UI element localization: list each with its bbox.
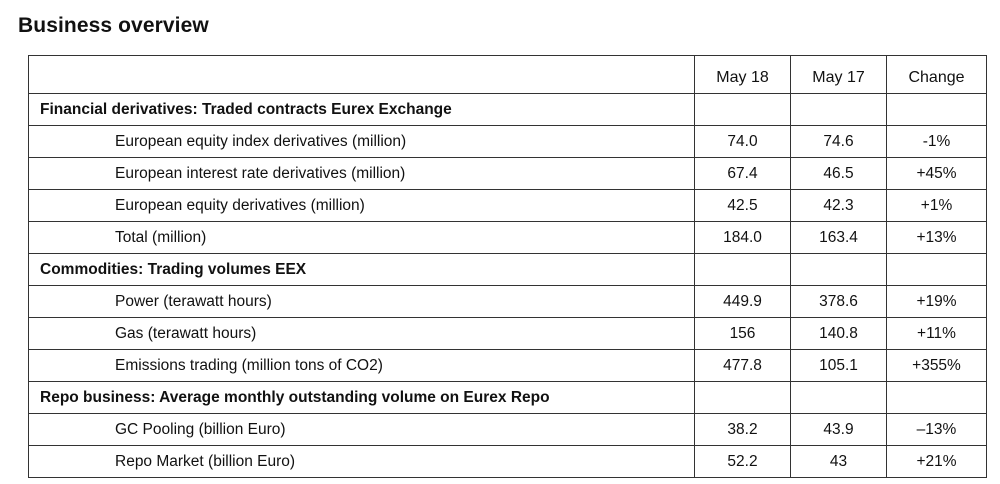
empty-cell — [887, 94, 987, 126]
table-row — [29, 318, 987, 350]
column-header-change: Change — [887, 56, 987, 94]
may-17-value: 74.6 — [791, 126, 887, 158]
section-heading: Commodities: Trading volumes EEX — [29, 254, 695, 286]
may-18-value: 449.9 — [695, 286, 791, 318]
may-18-value: 184.0 — [695, 222, 791, 254]
empty-cell — [887, 254, 987, 286]
row-label: Emissions trading (million tons of CO2) — [29, 350, 695, 382]
change-value: -1% — [887, 126, 987, 158]
empty-cell — [695, 254, 791, 286]
empty-cell — [791, 382, 887, 414]
may-18-value: 67.4 — [695, 158, 791, 190]
row-label: Gas (terawatt hours) — [29, 318, 695, 350]
may-18-value: 156 — [695, 318, 791, 350]
may-17-value: 105.1 — [791, 350, 887, 382]
may-17-value: 43.9 — [791, 414, 887, 446]
change-value: +355% — [887, 350, 987, 382]
empty-cell — [791, 254, 887, 286]
row-label: Total (million) — [29, 222, 695, 254]
table-row — [29, 158, 987, 190]
empty-cell — [887, 382, 987, 414]
row-label: European interest rate derivatives (million) — [29, 158, 695, 190]
may-18-value: 38.2 — [695, 414, 791, 446]
change-value: +1% — [887, 190, 987, 222]
column-header-may-18: May 18 — [695, 56, 791, 94]
section-header-row — [29, 94, 987, 126]
table-row — [29, 222, 987, 254]
may-18-value: 74.0 — [695, 126, 791, 158]
header-blank-cell — [29, 56, 695, 94]
change-value: +11% — [887, 318, 987, 350]
column-header-may-17: May 17 — [791, 56, 887, 94]
may-18-value: 52.2 — [695, 446, 791, 478]
change-value: +45% — [887, 158, 987, 190]
section-heading: Repo business: Average monthly outstanding volume on Eurex Repo — [29, 382, 695, 414]
row-label: Power (terawatt hours) — [29, 286, 695, 318]
may-17-value: 46.5 — [791, 158, 887, 190]
row-label: GC Pooling (billion Euro) — [29, 414, 695, 446]
table-row — [29, 414, 987, 446]
row-label: European equity index derivatives (million) — [29, 126, 695, 158]
section-header-row — [29, 254, 987, 286]
section-header-row — [29, 382, 987, 414]
may-17-value: 378.6 — [791, 286, 887, 318]
table-row — [29, 446, 987, 478]
empty-cell — [791, 94, 887, 126]
change-value: –13% — [887, 414, 987, 446]
may-17-value: 43 — [791, 446, 887, 478]
table-row — [29, 126, 987, 158]
may-17-value: 140.8 — [791, 318, 887, 350]
change-value: +21% — [887, 446, 987, 478]
empty-cell — [695, 94, 791, 126]
header-row — [29, 56, 987, 94]
table-row — [29, 190, 987, 222]
row-label: European equity derivatives (million) — [29, 190, 695, 222]
may-18-value: 477.8 — [695, 350, 791, 382]
table-row — [29, 286, 987, 318]
table-row — [29, 350, 987, 382]
may-17-value: 163.4 — [791, 222, 887, 254]
change-value: +13% — [887, 222, 987, 254]
page-title: Business overview — [18, 14, 209, 37]
may-17-value: 42.3 — [791, 190, 887, 222]
empty-cell — [695, 382, 791, 414]
section-heading: Financial derivatives: Traded contracts Eurex Exchange — [29, 94, 695, 126]
business-overview-table — [28, 55, 987, 478]
change-value: +19% — [887, 286, 987, 318]
row-label: Repo Market (billion Euro) — [29, 446, 695, 478]
may-18-value: 42.5 — [695, 190, 791, 222]
